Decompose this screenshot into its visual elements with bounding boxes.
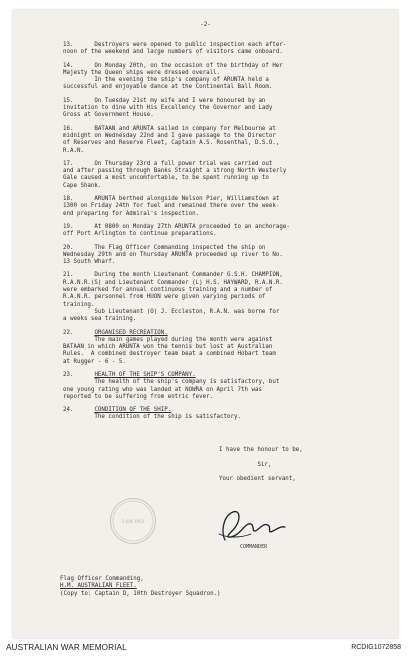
paragraph <box>63 224 383 239</box>
text-line: midnight on Wednesday 22nd and I gave passage to the Director <box>63 132 276 139</box>
text-line: 19. At 0800 on Monday 27th ARUNTA proceeded to an anchorage- <box>63 223 290 230</box>
report-body <box>63 42 383 428</box>
page-number: -2- <box>200 21 211 28</box>
text-line: 13. Destroyers were opened to public inspection each after- <box>63 42 287 48</box>
text-line: 16. BATAAN and ARUNTA sailed in company for Melbourne at <box>63 125 276 132</box>
address-line: Flag Officer Commanding, <box>60 576 144 582</box>
closing-line: I have the honour to be, <box>219 447 303 453</box>
text-line: 15. On Tuesday 21st my wife and I were honoured by an <box>63 97 266 104</box>
text-line: a weeks sea training. <box>63 316 137 323</box>
section-heading <box>63 407 383 414</box>
text-line: 20. The Flag Officer Commanding inspected the ship on <box>63 244 266 251</box>
section-number: 23. <box>63 371 74 378</box>
text-line: Gross at Government House. <box>63 112 154 119</box>
text-line: The health of the ship's company is satisfactory, but <box>63 379 280 386</box>
text-line: successful and enjoyable dance at the Continental Ball Room. <box>63 84 273 91</box>
section-number: 24. <box>63 407 74 414</box>
text-line: Gale caused a most uncomfortable, to be spent running up to <box>63 175 269 182</box>
text-line: The condition of the ship is satisfactory. <box>63 414 241 421</box>
section-title: ORGANISED RECREATION. <box>94 329 168 336</box>
text-line: Cape Shank. <box>63 182 102 189</box>
closing-line <box>219 469 303 476</box>
text-line: 1300 on Friday 24th for fuel and remained there over the week- <box>63 203 280 210</box>
section-heading <box>63 372 383 379</box>
closing-block <box>219 447 303 483</box>
paragraph <box>63 372 383 401</box>
text-line: The main games played during the month were against <box>63 336 273 343</box>
archive-credit: AUSTRALIAN WAR MEMORIAL <box>6 643 127 652</box>
section-heading <box>63 330 383 337</box>
text-line: one young rating who was landed at NOWRA on April 7th was <box>63 386 262 393</box>
received-stamp <box>110 498 156 544</box>
paragraph <box>63 272 383 323</box>
text-line: R.A.N.R. personnel from HUON were given varying periods of <box>63 294 266 301</box>
paragraph <box>63 42 383 57</box>
stamp-date: 3 JUN 1953 <box>121 519 145 524</box>
text-line: at Rugger - 6 - 5. <box>63 358 126 365</box>
paragraph <box>63 330 383 366</box>
text-line: off Port Arlington to continue preparations. <box>63 231 217 238</box>
text-line: BATAAN in which ARUNTA won the tennis but lost at Australian <box>63 344 273 351</box>
address-line: (Copy to: Captain D, 10th Destroyer Squadron.) <box>60 590 221 597</box>
archive-reference: RCDIG1072858 <box>351 644 401 651</box>
section-title: CONDITION OF THE SHIP. <box>94 407 172 414</box>
text-line: 21. During the month Lieutenant Commander G.S.H. CHAMPION, <box>63 272 283 279</box>
paragraph <box>63 407 383 422</box>
text-line: noon of the weekend and large numbers of visitors came onboard. <box>63 49 283 56</box>
text-line: Wednesday 29th and on Thursday ARUNTA proceeded up river to No. <box>63 251 283 258</box>
signatory-title: COMMANDER <box>240 544 268 550</box>
paragraph <box>63 98 383 120</box>
text-line: end preparing for Admiral's inspection. <box>63 210 200 217</box>
address-line: H.M. AUSTRALIAN FLEET. <box>60 583 137 590</box>
text-line: 14. On Monday 20th, on the occasion of the birthday of Her <box>63 62 283 69</box>
closing-line: Your obedient servant, <box>219 476 296 483</box>
text-line: of Reserves and Reserve Fleet, Captain A.S. Rosenthal, D.S.O., <box>63 140 280 147</box>
address-block <box>60 576 221 598</box>
text-line: R.A.N. <box>63 147 84 154</box>
text-line: 18. ARUNTA berthed alongside Nelson Pier, Williamstown at <box>63 196 280 203</box>
text-line: R.A.N.R.(S) and Lieutenant Commander (L) H.S. HAYWARD, R.A.N.R. <box>63 279 283 286</box>
paragraph <box>63 126 383 155</box>
text-line: and after passing through Banks Straight a strong North Westerly <box>63 168 287 175</box>
paragraph <box>63 245 383 267</box>
section-title: HEALTH OF THE SHIP'S COMPANY. <box>94 371 196 378</box>
text-line: were embarked for annual continuous training and a number of <box>63 287 273 294</box>
closing-line: Sir, <box>219 461 272 468</box>
text-line: 17. On Thursday 23rd a full power trial was carried out <box>63 160 273 167</box>
text-line: Sub Lieutenant (O) J. Eccleston, R.A.N. was borne for <box>63 308 280 315</box>
paragraph <box>63 196 383 218</box>
paragraph <box>63 63 383 92</box>
text-line: In the evening the ship's company of ARUNTA held a <box>63 77 269 84</box>
document-page <box>13 10 398 638</box>
text-line: Rules. A combined destroyer team beat a combined Hobart team <box>63 351 276 358</box>
text-line: 13 South Wharf. <box>63 259 116 266</box>
section-number: 22. <box>63 329 74 336</box>
text-line: invitation to dine with His Excellency the Governor and Lady <box>63 105 273 112</box>
handwritten-signature <box>211 504 289 546</box>
paragraph <box>63 161 383 190</box>
text-line: Majesty the Queen ships were dressed overall. <box>63 69 221 76</box>
stamp-graphic <box>111 499 155 543</box>
closing-line <box>219 454 303 461</box>
text-line: training. <box>63 301 95 308</box>
text-line: reported to be suffering from entric fever. <box>63 393 214 400</box>
